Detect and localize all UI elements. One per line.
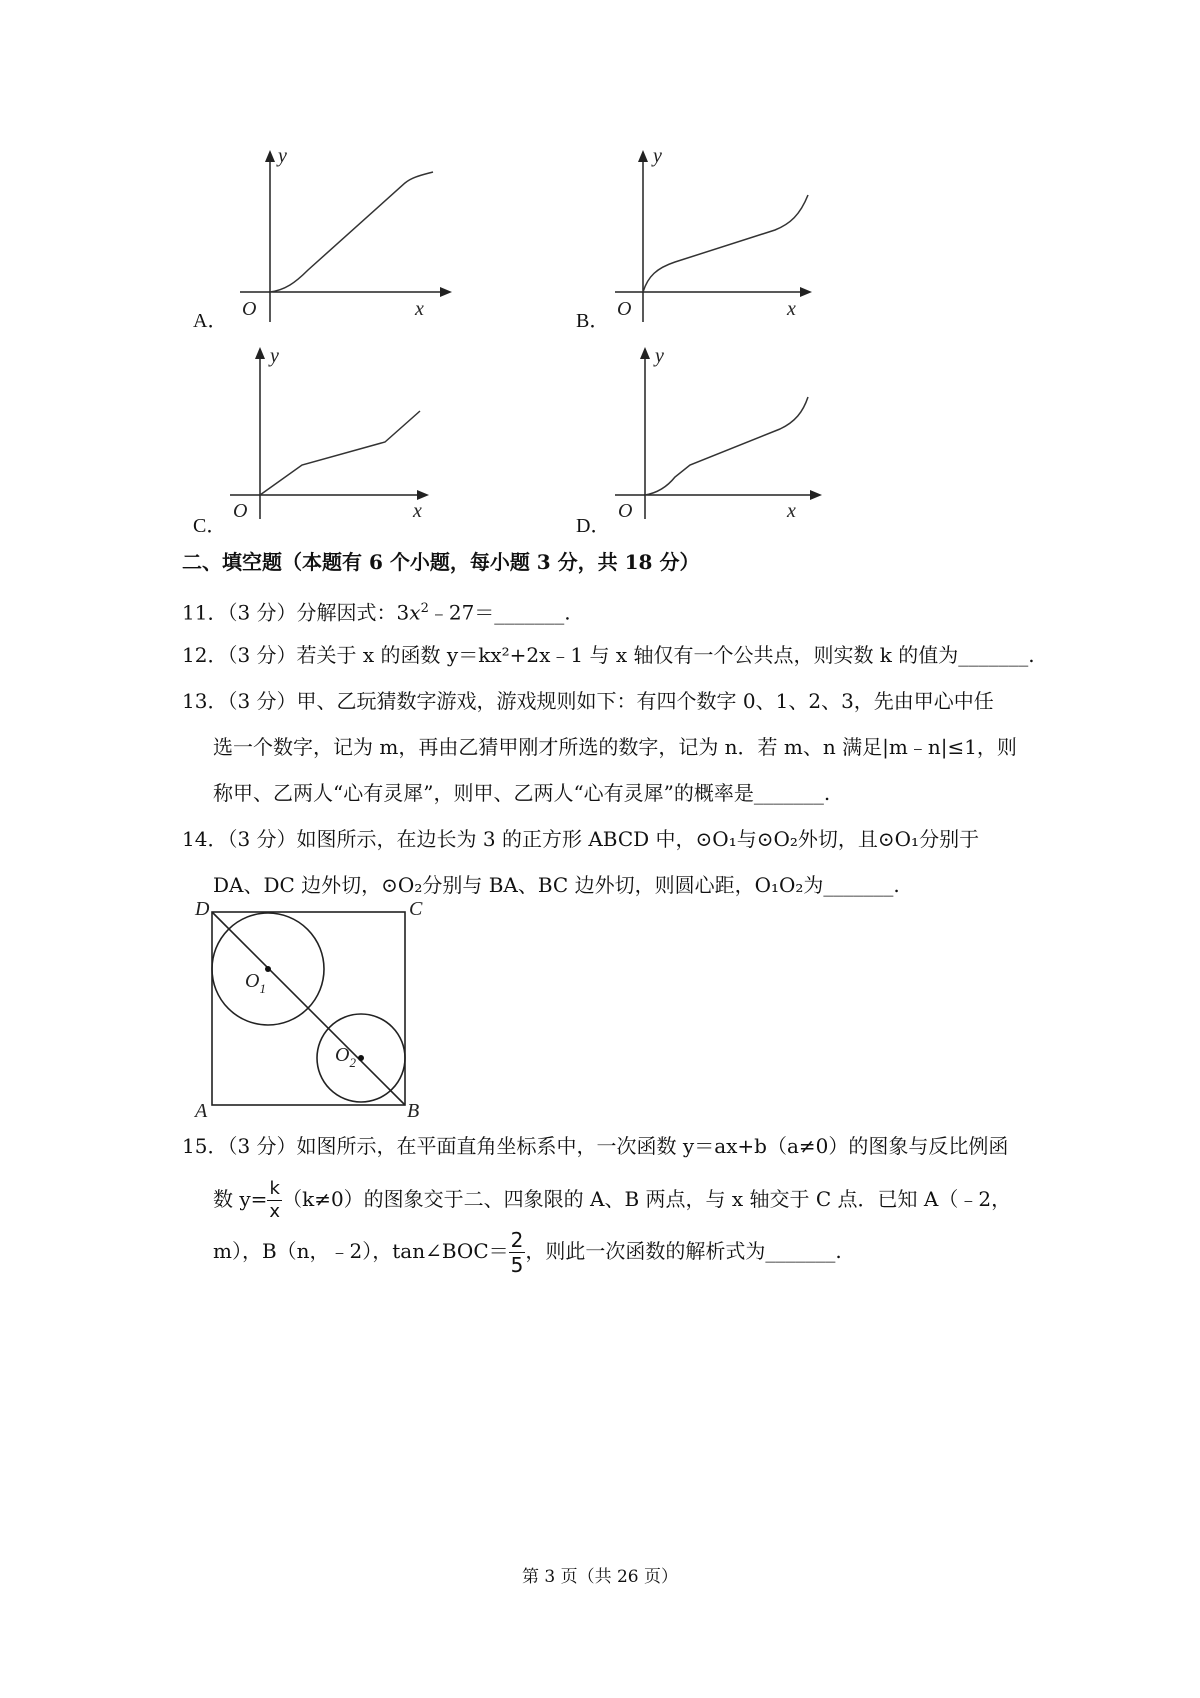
graph-c-svg [230,347,470,547]
label-b: B [407,1100,420,1122]
q11-text-a: 分解因式：3 [296,600,410,625]
q13-score: （3 分） [227,689,297,713]
curve-b [643,195,808,292]
y-axis-arrow-icon [255,347,265,359]
q13-text-3: 称甲、乙两人“心有灵犀”，则甲、乙两人“心有灵犀”的概率是 [213,781,754,805]
y-label: y [278,145,287,167]
x-label: x [787,298,796,320]
option-d-label: D． [576,515,611,537]
q12-score: （3 分） [227,643,297,667]
question-15-line-2 [213,1180,1011,1221]
fraction-k-over-x [267,1180,282,1221]
q15-text-1: 如图所示，在平面直角坐标系中，一次函数 y＝ax+b（a≠0）的图象与反比例函 [296,1134,1009,1158]
q14-figure [185,895,425,1124]
y-axis-arrow-icon [265,150,275,162]
question-11 [182,595,571,627]
q11-answer-blank[interactable]: _______ [494,600,565,625]
origin-label: O [617,298,632,320]
q14-score: （3 分） [227,827,297,851]
q15-score: （3 分） [227,1134,297,1158]
q15-text-3b: ，则此一次函数的解析式为 [525,1239,766,1263]
frac2-numerator: 2 [510,1228,524,1252]
q11-number: 11． [182,600,228,625]
frac2-denominator: 5 [510,1253,524,1277]
x-axis-arrow-icon [440,287,452,297]
q11-sup: 2 [420,601,429,616]
q11-end: . [564,600,571,625]
x-axis-arrow-icon [810,490,822,500]
q13-number: 13． [182,689,228,713]
q15-text-2a: 数 y= [213,1187,268,1211]
graph-b-svg [615,145,855,350]
question-15-line-3 [213,1230,842,1275]
q15-text-3a: m），B（n，﹣2），tan∠BOC＝ [213,1239,509,1263]
option-c-graph [230,347,470,551]
option-b-graph [615,145,855,354]
x-label: x [413,500,422,522]
x-axis-arrow-icon [417,490,429,500]
question-15-line-1 [182,1132,1008,1160]
y-axis-arrow-icon [638,150,648,162]
q14-answer-blank[interactable]: _______ [823,873,894,897]
option-d-graph [615,347,855,551]
label-a: A [195,1100,208,1122]
q14-text-2: DA、DC 边外切，⊙O₂分别与 BA、BC 边外切，则圆心距，O₁O₂为 [213,873,824,897]
frac-numerator: k [267,1180,282,1201]
page-footer: 第 3 页（共 26 页） [521,1567,679,1587]
q12-answer-blank[interactable]: _______ [958,643,1029,667]
origin-label: O [242,298,257,320]
question-13-line-3 [213,779,830,807]
q12-number: 12． [182,643,228,667]
label-o1: $O_1$ [245,970,266,996]
q11-score: （3 分） [227,600,297,625]
question-14-line-1 [182,825,979,853]
curve-c [260,411,420,495]
q14-end: . [893,873,900,897]
q12-text: 若关于 x 的函数 y＝kx²+2x﹣1 与 x 轴仅有一个公共点，则实数 k 的值为 [296,643,959,667]
q13-text-1: 甲、乙玩猜数字游戏，游戏规则如下：有四个数字 0、1、2、3，先由甲心中任 [296,689,994,713]
y-label: y [270,345,279,367]
label-c: C [409,898,423,920]
label-o2: $O_2$ [335,1044,356,1070]
curve-d [645,397,808,495]
q15-end: . [835,1239,842,1263]
origin-label: O [233,500,248,522]
q12-end: . [1028,643,1035,667]
q14-text-1: 如图所示，在边长为 3 的正方形 ABCD 中，⊙O₁与⊙O₂外切，且⊙O₁分别于 [296,827,980,851]
origin-label: O [618,500,633,522]
option-a-graph [240,145,480,354]
y-label: y [653,145,662,167]
label-d: D [195,898,210,920]
q14-number: 14． [182,827,228,851]
option-a-label: A． [193,310,228,332]
section-heading: 二、填空题（本题有 6 个小题，每小题 3 分，共 18 分） [182,550,700,574]
question-13-line-2: 选一个数字，记为 m，再由乙猜甲刚才所选的数字，记为 n．若 m、n 满足|m﹣n|≤1，则 [213,735,1017,759]
center-o1 [265,966,271,972]
q15-text-2b: （k≠0）的图象交于二、四象限的 A、B 两点，与 x 轴交于 C 点．已知 A（﹣2， [282,1187,1012,1211]
graph-a-svg [240,145,480,350]
q11-text-b: ﹣27＝ [428,600,495,625]
q15-number: 15． [182,1134,228,1158]
fraction-2-over-5 [509,1230,526,1275]
x-label: x [787,500,796,522]
option-c-label: C． [193,515,227,537]
frac-denominator: x [269,1201,281,1222]
question-13-line-1 [182,687,994,715]
center-o2 [358,1055,364,1061]
x-axis-arrow-icon [800,287,812,297]
curve-a [270,172,433,292]
question-12 [182,641,1035,669]
graph-d-svg [615,347,855,547]
q15-answer-blank[interactable]: _______ [765,1239,836,1263]
q13-end: . [823,781,831,805]
q13-answer-blank[interactable]: _______ [753,781,824,805]
option-b-label: B． [576,310,610,332]
y-label: y [655,345,664,367]
y-axis-arrow-icon [640,347,650,359]
q11-var: x [409,600,421,625]
q14-figure-svg [185,895,425,1120]
x-label: x [415,298,424,320]
